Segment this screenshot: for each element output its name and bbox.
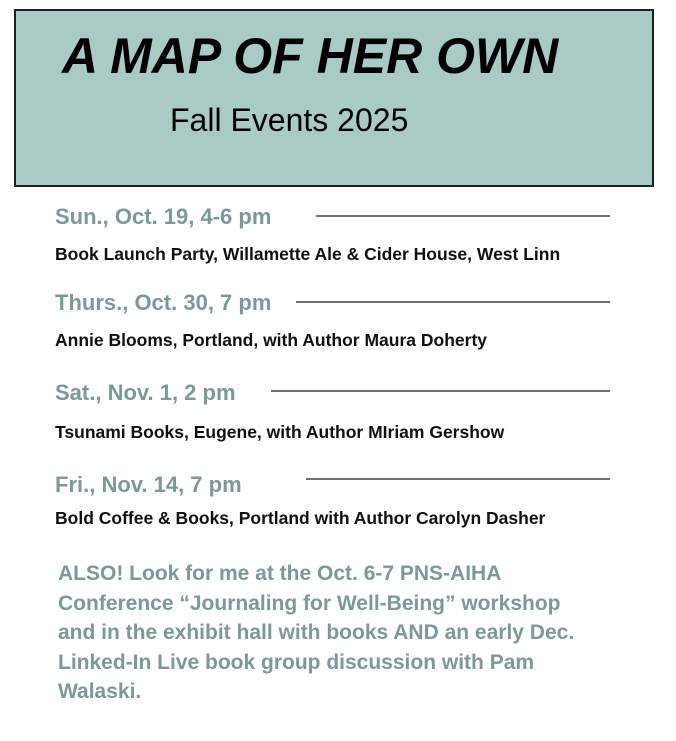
page-title: A MAP OF HER OWN bbox=[62, 28, 559, 84]
also-announcement bbox=[58, 559, 668, 707]
event-description: Bold Coffee & Books, Portland with Author Carolyn Dasher bbox=[55, 508, 546, 528]
event-date: Thurs., Oct. 30, 7 pm bbox=[55, 290, 272, 315]
event-date: Sun., Oct. 19, 4-6 pm bbox=[55, 204, 272, 229]
header-banner bbox=[14, 9, 654, 187]
also-line: Conference “Journaling for Well-Being” workshop bbox=[58, 591, 561, 615]
event-date: Sat., Nov. 1, 2 pm bbox=[55, 380, 236, 405]
divider-line bbox=[296, 301, 610, 303]
page-subtitle: Fall Events 2025 bbox=[170, 102, 409, 138]
event-date: Fri., Nov. 14, 7 pm bbox=[55, 472, 242, 497]
also-line: and in the exhibit hall with books AND an early Dec. bbox=[58, 621, 575, 644]
event-description: Book Launch Party, Willamette Ale & Cider House, West Linn bbox=[55, 244, 561, 264]
also-line: ALSO! Look for me at the Oct. 6-7 PNS-AIHA bbox=[58, 562, 502, 585]
event-description: Annie Blooms, Portland, with Author Maura Doherty bbox=[55, 330, 488, 350]
event-description: Tsunami Books, Eugene, with Author MIriam Gershow bbox=[55, 422, 505, 442]
divider-line bbox=[271, 390, 610, 392]
divider-line bbox=[316, 215, 610, 217]
also-line: Linked-In Live book group discussion with Pam bbox=[58, 650, 535, 674]
also-line: Walaski. bbox=[58, 680, 142, 703]
divider-line bbox=[306, 478, 610, 480]
